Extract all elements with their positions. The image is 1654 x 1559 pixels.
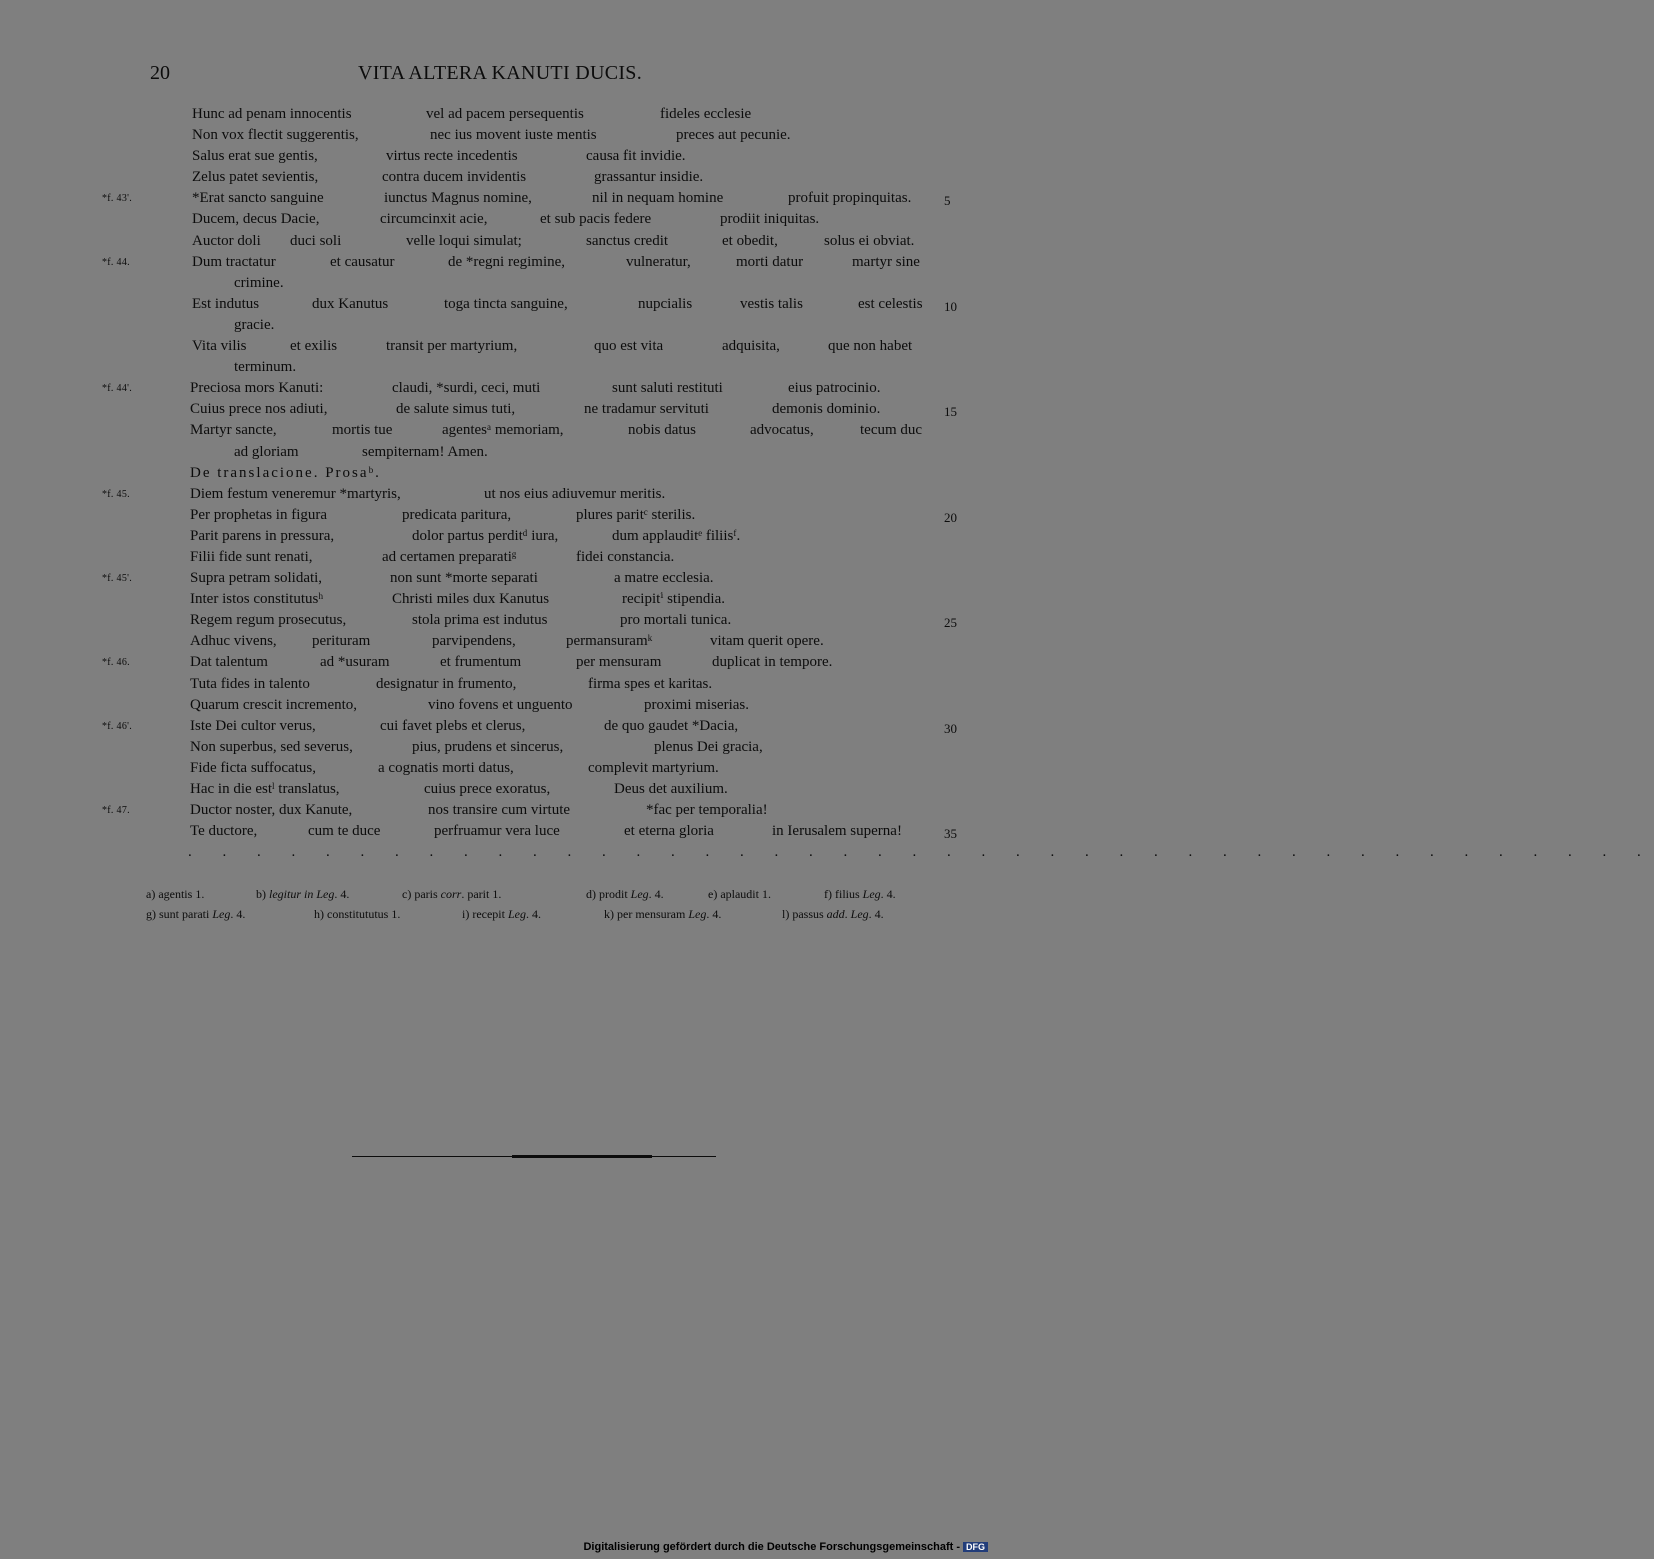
- footnote: d) prodit Leg. 4.: [586, 887, 664, 901]
- verse-segment: est celestis: [858, 295, 923, 312]
- verse-segment: Diem festum veneremur *martyris,: [190, 485, 401, 502]
- verse-segment: per mensuram: [576, 654, 662, 671]
- verse-segment: dum applauditᵉ filiisᶠ.: [612, 527, 741, 544]
- line-number: 25: [944, 615, 957, 631]
- folio-marker: *f. 45.: [102, 488, 130, 500]
- verse-segment: de *regni regimine,: [448, 253, 566, 270]
- line-number: 20: [944, 509, 957, 525]
- verse-segment: Auctor doli: [192, 232, 261, 249]
- dots-text: . . . . . . . . . . . . . . . . . . . . . . . . . . . . . . . . . . . . . . . . . . .: [188, 844, 1654, 861]
- verse-segment: Zelus patet sevientis,: [192, 169, 319, 186]
- footnote: i) recepit Leg. 4.: [462, 907, 541, 921]
- verse-line: [0, 188, 1000, 209]
- folio-marker: *f. 46.: [102, 657, 130, 669]
- verse-segment: Non vox flectit suggerentis,: [192, 127, 359, 144]
- verse-segment: Per prophetas in figura: [190, 506, 328, 523]
- verse-segment: et sub pacis federe: [540, 211, 652, 228]
- verse-segment: vulneratur,: [626, 253, 691, 270]
- verse-segment: eius patrocinio.: [788, 380, 881, 397]
- footnote: f) filius Leg. 4.: [824, 887, 896, 901]
- verse-segment: designatur in frumento,: [376, 675, 517, 692]
- verse-segment: contra ducem invidentis: [382, 169, 527, 186]
- verse-segment: Dum tractatur: [192, 253, 276, 270]
- verse-segment: sempiternam! Amen.: [362, 443, 488, 460]
- verse-line: [0, 526, 1000, 547]
- verse-segment: et frumentum: [440, 654, 522, 671]
- verse-line: [0, 779, 1000, 800]
- verse-line: [0, 209, 1000, 230]
- verse-line: [0, 610, 1000, 631]
- verse-segment: nil in nequam homine: [592, 190, 724, 207]
- verse-segment: ad *usuram: [320, 654, 390, 671]
- page-rule: [352, 1155, 716, 1159]
- verse-segment: que non habet: [828, 338, 913, 355]
- verse-line: [0, 484, 1000, 505]
- verse-segment: circumcinxit acie,: [380, 211, 488, 228]
- verse-segment: et eterna gloria: [624, 823, 714, 840]
- line-number: 35: [944, 826, 957, 842]
- verse-line: [0, 231, 1000, 252]
- verse-segment: preces aut pecunie.: [676, 127, 791, 144]
- verse-segment: Vita vilis: [192, 338, 247, 355]
- verse-segment: duplicat in tempore.: [712, 654, 833, 671]
- verse-segment: Est indutus: [192, 295, 260, 312]
- verse-segment: pius, prudens et sincerus,: [412, 738, 564, 755]
- omission-dots: [0, 842, 1654, 863]
- verse-segment: vel ad pacem persequentis: [426, 106, 584, 122]
- verse-segment: cuius prece exoratus,: [424, 781, 551, 797]
- verse-line: [0, 104, 1000, 125]
- verse-line: [0, 737, 1000, 758]
- verse-segment: *Erat sancto sanguine: [192, 190, 324, 207]
- verse-segment: sanctus credit: [586, 232, 669, 249]
- verse-segment: nos transire cum virtute: [428, 802, 571, 819]
- verse-segment: transit per martyrium,: [386, 338, 518, 355]
- verse-line-continuation: [0, 315, 1000, 336]
- verse-line: [0, 420, 1000, 441]
- verse-segment: complevit martyrium.: [588, 759, 719, 776]
- verse-segment: Salus erat sue gentis,: [192, 148, 318, 165]
- verse-segment: Tuta fides in talento: [190, 675, 310, 692]
- verse-line: [0, 695, 1000, 716]
- verse-segment: nupcialis: [638, 295, 693, 312]
- verse-segment: terminum.: [234, 359, 297, 376]
- verse-segment: Parit parens in pressura,: [190, 527, 335, 544]
- verse-segment: grassantur insidie.: [594, 169, 704, 186]
- folio-marker: *f. 46'.: [102, 720, 133, 732]
- verse-line: [0, 399, 1000, 420]
- running-title: VITA ALTERA KANUTI DUCIS.: [357, 62, 643, 84]
- line-number: 30: [944, 720, 957, 736]
- verse-line: [0, 716, 1000, 737]
- verse-segment: fidei constancia.: [576, 548, 675, 565]
- verse-segment: cum te duce: [308, 823, 381, 840]
- footnote: b) legitur in Leg. 4.: [256, 887, 350, 901]
- verse-segment: Ductor noster, dux Kanute,: [190, 802, 353, 819]
- verse-segment: toga tincta sanguine,: [444, 295, 568, 312]
- footnote: a) agentis 1.: [146, 887, 205, 901]
- verse-segment: firma spes et karitas.: [588, 675, 713, 692]
- line-number: 10: [944, 298, 957, 314]
- verse-segment: sunt saluti restituti: [612, 380, 723, 397]
- verse-segment: Te ductore,: [190, 823, 258, 840]
- verse-segment: Preciosa mors Kanuti:: [190, 380, 324, 397]
- verse-line: [0, 758, 1000, 779]
- verse-segment: Dat talentum: [190, 654, 268, 671]
- footnote: k) per mensuram Leg. 4.: [604, 907, 722, 921]
- footnote-row: [0, 884, 1000, 904]
- verse-segment: predicata paritura,: [402, 506, 512, 523]
- verse-segment: adquisita,: [722, 338, 780, 355]
- verse-segment: quo est vita: [594, 338, 664, 355]
- verse-segment: virtus recte incedentis: [386, 148, 518, 165]
- verse-segment: Christi miles dux Kanutus: [392, 591, 550, 608]
- credit-text: Digitalisierung gefördert durch die Deutsche Forschungsgemeinschaft -: [583, 1541, 960, 1553]
- verse-segment: Hac in die estˡ translatus,: [190, 781, 340, 797]
- verse-segment: a matre ecclesia.: [614, 570, 714, 587]
- verse-line: [0, 800, 1000, 821]
- verse-segment: de salute simus tuti,: [396, 401, 516, 418]
- verse-segment: perituram: [312, 633, 371, 650]
- verse-line: [0, 589, 1000, 610]
- footnote: h) constitututus 1.: [314, 907, 401, 921]
- verse-segment: et causatur: [330, 253, 395, 270]
- verse-segment: recipitⁱ stipendia.: [622, 591, 725, 608]
- verse-segment: parvipendens,: [432, 633, 516, 650]
- verse-segment: advocatus,: [750, 422, 814, 439]
- verse-segment: Cuius prece nos adiuti,: [190, 401, 328, 418]
- verse-segment: mortis tue: [332, 422, 393, 439]
- verse-line: [0, 652, 1000, 673]
- verse-line: [0, 125, 1000, 146]
- verse-segment: et exilis: [290, 338, 338, 355]
- verse-line: [0, 463, 1000, 484]
- verse-line: [0, 547, 1000, 568]
- verse-line-continuation: [0, 442, 1000, 463]
- line-number: 15: [944, 404, 957, 420]
- verse-segment: duci soli: [290, 232, 342, 249]
- verse-segment: Filii fide sunt renati,: [190, 548, 313, 565]
- verse-segment: nec ius movent iuste mentis: [430, 127, 597, 144]
- verse-line-continuation: [0, 357, 1000, 378]
- verse-segment: de quo gaudet *Dacia,: [604, 717, 739, 734]
- section-heading: De translacione. Prosaᵇ.: [190, 464, 381, 481]
- footnote: g) sunt parati Leg. 4.: [146, 907, 246, 921]
- verse-segment: claudi, *surdi, ceci, muti: [392, 380, 541, 397]
- verse-segment: permansuramᵏ: [566, 633, 653, 650]
- verse-segment: perfruamur vera luce: [434, 823, 560, 840]
- verse-segment: Deus det auxilium.: [614, 781, 728, 797]
- verse-segment: pro mortali tunica.: [620, 612, 732, 629]
- verse-segment: in Ierusalem superna!: [772, 823, 902, 840]
- verse-segment: agentesᵃ memoriam,: [442, 422, 564, 439]
- verse-segment: gracie.: [234, 316, 275, 333]
- verse-line: [0, 336, 1000, 357]
- verse-line: [0, 167, 1000, 188]
- verse-segment: Non superbus, sed severus,: [190, 738, 353, 755]
- footnotes: [0, 884, 1000, 924]
- verse-segment: dux Kanutus: [312, 295, 389, 312]
- folio-marker: *f. 45'.: [102, 573, 133, 585]
- verse-segment: causa fit invidie.: [586, 148, 686, 165]
- verse-segment: Hunc ad penam innocentis: [192, 106, 352, 122]
- verse-segment: Regem regum prosecutus,: [190, 612, 347, 629]
- verse-segment: stola prima est indutus: [412, 612, 548, 629]
- verse-segment: solus ei obviat.: [824, 232, 915, 249]
- verse-segment: tecum duc: [860, 422, 923, 439]
- verse-line: [0, 568, 1000, 589]
- folio-marker: *f. 47.: [102, 805, 130, 817]
- verse-segment: nobis datus: [628, 422, 696, 439]
- verse-line: [0, 505, 1000, 526]
- verse-segment: vitam querit opere.: [710, 633, 824, 650]
- verse-segment: Fide ficta suffocatus,: [190, 759, 316, 776]
- verse-segment: vestis talis: [740, 295, 803, 312]
- page-header: [0, 62, 1000, 90]
- dfg-logo: DFG: [963, 1542, 988, 1552]
- text-body: [0, 104, 1654, 863]
- verse-segment: plures paritᶜ sterilis.: [576, 506, 696, 523]
- verse-line: [0, 674, 1000, 695]
- verse-segment: dolor partus perditᵈ iura,: [412, 527, 559, 544]
- verse-segment: Iste Dei cultor verus,: [190, 717, 316, 734]
- verse-segment: Adhuc vivens,: [190, 633, 277, 650]
- verse-line-continuation: [0, 273, 1000, 294]
- verse-line: [0, 821, 1000, 842]
- verse-segment: crimine.: [234, 274, 284, 291]
- folio-marker: *f. 44'.: [102, 383, 133, 395]
- verse-segment: non sunt *morte separati: [390, 570, 538, 587]
- folio-marker: *f. 43'.: [102, 193, 133, 205]
- verse-segment: ut nos eius adiuvemur meritis.: [484, 485, 666, 502]
- line-number: 5: [944, 193, 951, 209]
- verse-line: [0, 146, 1000, 167]
- verse-segment: proximi miserias.: [644, 696, 749, 713]
- verse-line: [0, 378, 1000, 399]
- verse-line: [0, 294, 1000, 315]
- verse-segment: ad gloriam: [234, 443, 299, 460]
- verse-segment: iunctus Magnus nomine,: [384, 190, 532, 207]
- verse-segment: velle loqui simulat;: [406, 232, 522, 249]
- verse-segment: et obedit,: [722, 232, 778, 249]
- verse-segment: profuit propinquitas.: [788, 190, 912, 207]
- digitization-credit: [583, 1541, 988, 1553]
- verse-line: [0, 631, 1000, 652]
- verse-segment: Inter istos constitutusʰ: [190, 591, 324, 608]
- rule-thick: [512, 1155, 652, 1158]
- verse-segment: *fac per temporalia!: [646, 802, 768, 819]
- verse-segment: cui favet plebs et clerus,: [380, 717, 526, 734]
- page-number: 20: [150, 62, 170, 84]
- verse-segment: Quarum crescit incremento,: [190, 696, 358, 713]
- verse-segment: martyr sine: [852, 253, 920, 270]
- verse-segment: morti datur: [736, 253, 804, 270]
- footnote: l) passus add. Leg. 4.: [782, 907, 884, 921]
- footnote: e) aplaudit 1.: [708, 887, 771, 901]
- verse-line: [0, 252, 1000, 273]
- verse-segment: prodiit iniquitas.: [720, 211, 820, 228]
- verse-segment: Ducem, decus Dacie,: [192, 211, 320, 228]
- verse-segment: demonis dominio.: [772, 401, 881, 418]
- verse-segment: a cognatis morti datus,: [378, 759, 514, 776]
- verse-segment: plenus Dei gracia,: [654, 738, 763, 755]
- verse-segment: Supra petram solidati,: [190, 570, 323, 587]
- folio-marker: *f. 44.: [102, 256, 130, 268]
- verse-segment: Martyr sancte,: [190, 422, 277, 439]
- verse-segment: vino fovens et unguento: [428, 696, 573, 713]
- verse-segment: fideles ecclesie: [660, 106, 752, 122]
- footnote: c) paris corr. parit 1.: [402, 887, 502, 901]
- verse-segment: ne tradamur servituti: [584, 401, 709, 418]
- footnote-row: [0, 904, 1000, 924]
- verse-segment: ad certamen preparatiᵍ: [382, 548, 517, 565]
